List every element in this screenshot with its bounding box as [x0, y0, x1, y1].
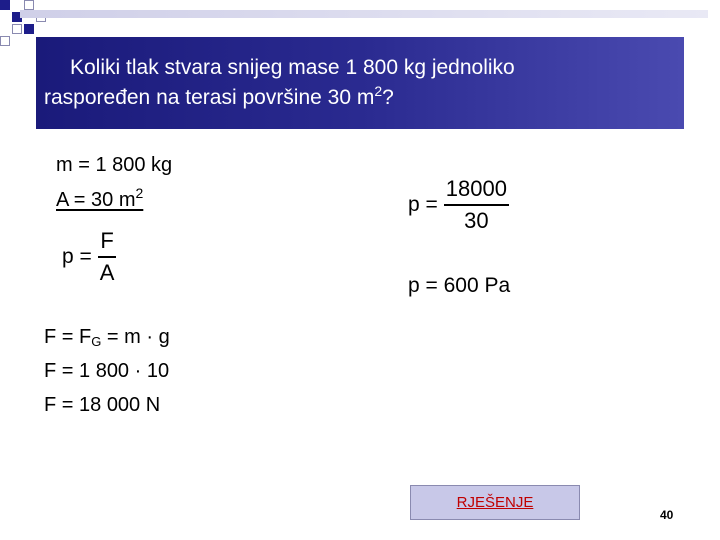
- question-line-1: Koliki tlak stvara snijeg mase 1 800 kg jednoliko: [70, 56, 515, 79]
- header-top-line: [20, 10, 708, 18]
- given-area: A = 30 $m^2$: [56, 185, 144, 211]
- pressure-result: p = 600 Pa: [408, 274, 511, 297]
- page-number: 40: [660, 508, 674, 522]
- question-line-2: raspoređen na terasi površine 30 $m^2$?: [44, 83, 394, 109]
- pressure-calculation: p = $\frac{18000}{30}$: [408, 176, 507, 233]
- force-line-3: F = 18 000 N: [44, 394, 161, 416]
- question-header: [36, 37, 684, 129]
- calc-numerator: 18000: [445, 176, 507, 201]
- force-line-2: F = 1 800 · 10: [44, 360, 170, 382]
- calc-denominator: 30: [464, 207, 489, 233]
- solution-button[interactable]: RJEŠENJE: [410, 485, 580, 520]
- force-line-1: $F = F_G = m \cdot g$: [44, 326, 170, 349]
- formula-denominator: A: [99, 259, 115, 285]
- pressure-formula: p = $\frac{F}{A}$: [62, 228, 115, 285]
- given-mass: m = 1 800 kg: [56, 154, 173, 176]
- formula-numerator: F: [100, 228, 114, 253]
